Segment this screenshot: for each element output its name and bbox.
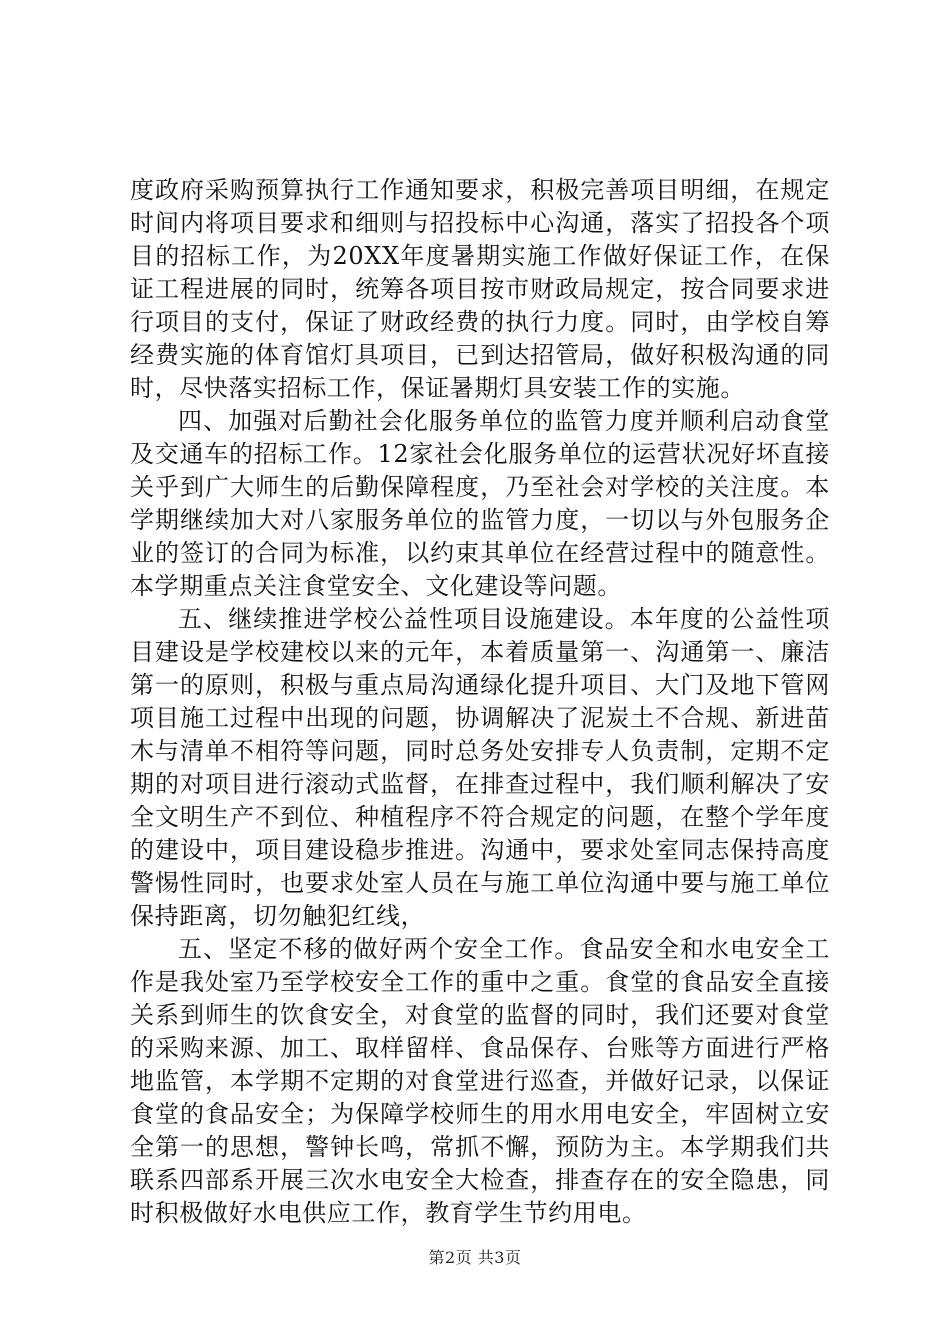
page-footer	[0, 1248, 950, 1268]
page-number: 第2页 共3页	[428, 1248, 522, 1267]
paragraph-section-5a: 五、继续推进学校公益性项目设施建设。本年度的公益性项目建设是学校建校以来的元年，本着质量第一、沟通第一、廉洁第一的原则，积极与重点局沟通绿化提升项目、大门及地下管网项目施工过程中出现的问题，协调解决了泥炭土不合规、新进苗木与清单不相符等问题，同时总务处安排专人负责制，定期不定期的对项目进行滚动式监督，在排查过程中，我们顺利解决了安全文明生产不到位、种植程序不符合规定的问题，在整个学年度的建设中，项目建设稳步推进。沟通中，要求处室同志保持高度警惕性同时，也要求处室人员在与施工单位沟通中要与施工单位保持距离，切勿触犯红线，	[130, 605, 830, 930]
paragraph-section-5b: 五、坚定不移的做好两个安全工作。食品安全和水电安全工作是我处室乃至学校安全工作的重中之重。食堂的食品安全直接关系到师生的饮食安全，对食堂的监督的同时，我们还要对食堂的采购来源、加工、取样留样、食品保存、台账等方面进行严格地监管，本学期不定期的对食堂进行巡查，并做好记录，以保证食堂的食品安全；为保障学校师生的用水用电安全，牢固树立安全第一的思想，警钟长鸣，常抓不懈，预防为主。本学期我们共联系四部系开展三次水电安全大检查，排查存在的安全隐患，同时积极做好水电供应工作，教育学生节约用电。	[130, 935, 830, 1227]
paragraph-continuation: 度政府采购预算执行工作通知要求，积极完善项目明细，在规定时间内将项目要求和细则与招投标中心沟通，落实了招投各个项目的招标工作，为20XX年度暑期实施工作做好保证工作，在保证工程进展的同时，统筹各项目按市财政局规定，按合同要求进行项目的支付，保证了财政经费的执行力度。同时，由学校自筹经费实施的体育馆灯具项目，已到达招管局，做好积极沟通的同时，尽快落实招标工作，保证暑期灯具安装工作的实施。	[130, 176, 830, 402]
document-body	[130, 174, 830, 1230]
paragraph-section-4: 四、加强对后勤社会化服务单位的监管力度并顺利启动食堂及交通车的招标工作。12家社会化服务单位的运营状况好坏直接关乎到广大师生的后勤保障程度，乃至社会对学校的关注度。本学期继续加大对八家服务单位的监管力度，一切以与外包服务企业的签订的合同为标准，以约束其单位在经营过程中的随意性。本学期重点关注食堂安全、文化建设等问题。	[130, 407, 830, 600]
